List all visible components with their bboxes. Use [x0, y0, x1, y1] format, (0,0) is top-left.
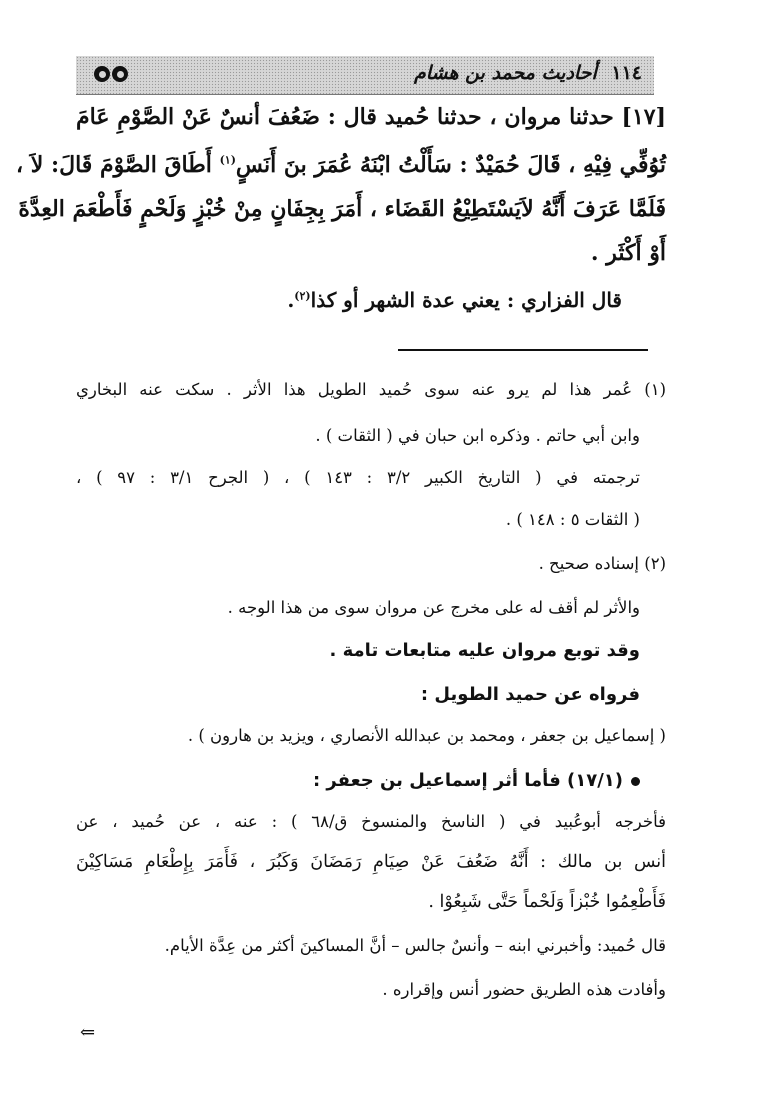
footnote-1-line-4: ( الثقات ٥ : ١٤٨ ) .	[505, 510, 640, 529]
paragraph-1-line-2: أنس بن مالك : أَنَّهُ ضَعُفَ عَنْ صِيَامِ رَمَضَانَ وَكَبُرَ ، فَأَمَرَ بِإِطْعَامِ مَسَاكِيْنَ	[76, 852, 666, 872]
book-title: أحاديث محمد بن هشام	[414, 62, 597, 84]
footnote-ref-1: (١)	[219, 153, 236, 167]
fazari-note-text: قال الفزاري : يعني عدة الشهر أو كذا	[310, 288, 622, 312]
paragraph-1-line-3: فَأَطْعِمُوا خُبْزاً وَلَحْماً حَتَّى شَبِعُوْا .	[428, 892, 666, 912]
rawah-heading: فرواه عن حميد الطويل :	[420, 684, 640, 705]
footnote-1-line-1: (١) عُمر هذا لم يرو عنه سوى حُميد الطويل هذا الأثر . سكت عنه البخاري	[76, 380, 666, 399]
narrators-list: ( إسماعيل بن جعفر ، ومحمد بن عبدالله الأنصاري ، ويزيد بن هارون ) .	[187, 726, 666, 745]
footnote-1-line-3: ترجمته في ( التاريخ الكبير ٣/٢ : ١٤٣ ) ، ( الجرح ٣/١ : ٩٧ ) ،	[76, 468, 640, 487]
running-head	[414, 62, 642, 84]
page-header	[76, 56, 654, 95]
ornament-circle-icon	[94, 66, 110, 82]
section-heading-text: (١٧/١) فأما أثر إسماعيل بن جعفر :	[312, 770, 623, 791]
footnote-2-line-1: (٢) إسناده صحيح .	[538, 554, 666, 573]
footnote-1-line-2: وابن أبي حاتم . وذكره ابن حبان في ( الثقات ) .	[315, 426, 640, 445]
fazari-note	[287, 288, 622, 312]
next-page-arrow-icon[interactable]: ⇐	[80, 1022, 96, 1043]
header-ornament	[94, 66, 128, 82]
follow-heading: وقد توبع مروان عليه متابعات تامة .	[329, 640, 640, 661]
bullet-icon	[631, 777, 640, 786]
hadith-line-2	[16, 152, 666, 178]
hadith-line-2-part-b: أَطَاقَ الصَّوْمَ قَالَ: لاَ ،	[16, 152, 212, 178]
paragraph-2-line-2: وأفادت هذه الطريق حضور أنس وإقراره .	[382, 980, 666, 999]
footnote-separator	[398, 349, 648, 351]
section-heading	[313, 770, 640, 791]
page-number: ١١٤	[611, 62, 642, 84]
footnote-2-line-2: والأثر لم أقف له على مخرج عن مروان سوى من هذا الوجه .	[227, 598, 640, 617]
ornament-circle-icon	[112, 66, 128, 82]
hadith-line-3: فَلَمَّا عَرَفَ أَنَّهُ لاَيَسْتَطِيْعُ القَضَاء ، أَمَرَ بِجِفَانٍ مِنْ خُبْزٍ وَلَحْمٍ فَأَطْعَمَ العِدَّةَ	[18, 196, 666, 222]
paragraph-1-line-1: فأخرجه أبوعُبيد في ( الناسخ والمنسوخ ق/٦٨ ) : عنه ، عن حُميد ، عن	[76, 812, 666, 831]
paragraph-2-line-1: قال حُميد: وأخبرني ابنه – وأنسٌ جالس – أنَّ المساكينَ أكثر من عِدَّة الأيام.	[164, 936, 666, 955]
hadith-line-2-part-a: تُوُفِّي فِيْهِ ، قَالَ حُمَيْدٌ : سَأَلْتُ ابْنَهُ عُمَرَ بنَ أَنَسٍ	[235, 152, 666, 178]
fazari-note-end: .	[287, 288, 295, 312]
footnote-ref-2: (٢)	[294, 289, 311, 303]
hadith-line-4: أَوْ أَكْثَر .	[590, 240, 666, 266]
hadith-line-1: [١٧] حدثنا مروان ، حدثنا حُميد قال : ضَعُفَ أنسٌ عَنْ الصَّوْمِ عَامَ	[76, 104, 666, 130]
